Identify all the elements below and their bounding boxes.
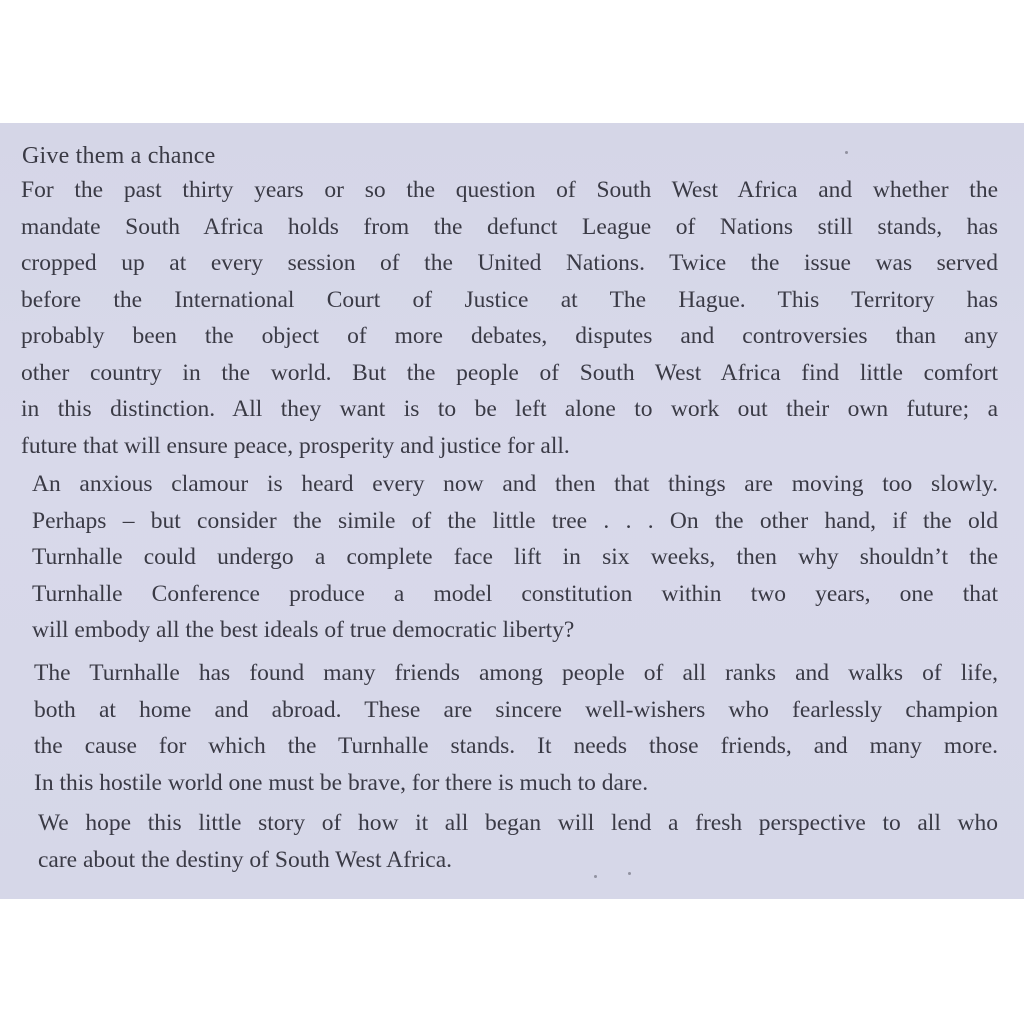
paragraph-line: The Turnhalle has found many friends among people of all ranks and walks of life, [34, 660, 998, 686]
paragraph-line: will embody all the best ideals of true democratic liberty? [32, 617, 575, 643]
paragraph-line: Turnhalle Conference produce a model constitution within two years, one that [32, 580, 998, 607]
paper-speck [594, 875, 597, 878]
paragraph-line: cropped up at every session of the United Nations. Twice the issue was served [21, 250, 998, 276]
paragraph-4 [38, 805, 998, 878]
paragraph-line: For the past thirty years or so the question of South West Africa and whether the [21, 177, 998, 203]
paragraph-line: mandate South Africa holds from the defunct League of Nations still stands, has [21, 213, 998, 240]
paragraph-line: other country in the world. But the people of South West Africa find little comfort [21, 359, 998, 386]
paragraph-line: the cause for which the Turnhalle stands. It needs those friends, and many more. [34, 733, 998, 759]
paragraph-line: future that will ensure peace, prosperity and justice for all. [21, 432, 570, 459]
paper-speck [628, 872, 631, 875]
paragraph-line: We hope this little story of how it all began will lend a fresh perspective to all who [38, 810, 998, 836]
paragraph-line: before the International Court of Justice at The Hague. This Territory has [21, 286, 998, 313]
paragraph-line: in this distinction. All they want is to be left alone to work out their own future; a [21, 396, 998, 422]
paragraph-1 [21, 172, 998, 464]
document-heading: Give them a chance [22, 143, 216, 169]
paragraph-line: probably been the object of more debates, disputes and controversies than any [21, 323, 998, 349]
paragraph-line: both at home and abroad. These are sincere well-wishers who fearlessly champion [34, 696, 998, 723]
paragraph-line: In this hostile world one must be brave, for there is much to dare. [34, 769, 649, 796]
paragraph-line: An anxious clamour is heard every now and then that things are moving too slowly. [32, 471, 998, 497]
paragraph-line: care about the destiny of South West Africa. [38, 846, 453, 873]
paragraph-line: Perhaps – but consider the simile of the little tree . . . On the other hand, if the old [32, 507, 998, 534]
paragraph-2 [32, 466, 998, 649]
paper-speck [845, 151, 848, 154]
paragraph-3 [34, 655, 998, 801]
paragraph-line: Turnhalle could undergo a complete face lift in six weeks, then why shouldn’t the [32, 544, 998, 570]
document-photo [0, 123, 1024, 899]
